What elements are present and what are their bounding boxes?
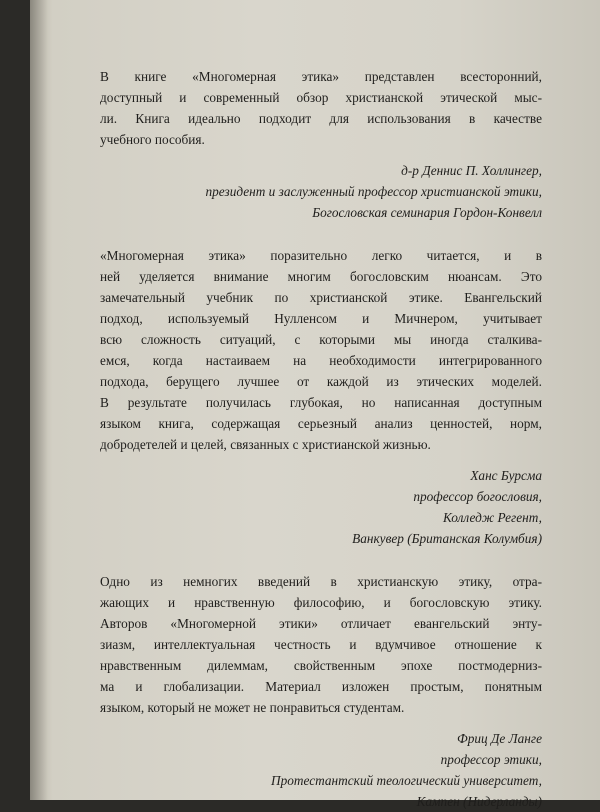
blurb-3-line: ма и глобализации. Материал изложен простым, понятным <box>100 679 542 694</box>
blurb-3-line: Одно из немногих введений в христианскую этику, отра- <box>100 574 542 589</box>
blurb-3-attribution <box>74 728 542 812</box>
blurb-1-attribution <box>74 160 542 223</box>
blurb-2-line: емся, когда настаиваем на необходимости интегрированного <box>100 353 542 368</box>
blurb-2-author-location: Ванкувер (Британская Колумбия) <box>352 531 542 546</box>
blurb-1-author-affiliation: Богословская семинария Гордон-Конвелл <box>312 205 542 220</box>
blurb-2-line: подход, используемый Нулленсом и Мичнером, учитывает <box>100 311 542 326</box>
blurb-2-text <box>74 245 542 455</box>
blurb-2-line: подхода, берущего лучшее от каждой из этических моделей. <box>100 374 542 389</box>
blurb-3-author-title: профессор этики, <box>440 752 542 767</box>
blurb-2-line: добродетелей и целей, связанных с христианской жизнью. <box>100 437 431 452</box>
blurb-1-text <box>74 66 542 150</box>
blurb-3-line: языком, который не может не понравиться студентам. <box>100 700 405 715</box>
blurb-2-author-affiliation: Колледж Регент, <box>442 510 542 525</box>
blurb-1-line: В книге «Многомерная этика» представлен всесторонний, <box>100 69 542 84</box>
blurb-2-line: «Многомерная этика» поразительно легко читается, и в <box>100 248 542 263</box>
blurb-3-author-location: Кампен (Нидерланды) <box>416 794 542 809</box>
blurb-2-line: замечательный учебник по христианской этике. Евангельский <box>100 290 542 305</box>
blurb-1-author-title: президент и заслуженный профессор христианской этики, <box>205 184 542 199</box>
blurb-1-author: д-р Деннис П. Холлингер, <box>401 163 542 178</box>
book-page <box>30 0 600 809</box>
blurb-3-line: нравственным дилеммам, свойственным эпохе постмодерниз- <box>100 658 542 673</box>
blurb-3-line: жающих и нравственную философию, и богословскую этику. <box>100 595 542 610</box>
blurb-2-line: В результате получилась глубокая, но написанная доступным <box>100 395 542 410</box>
blurb-1-line: учебного пособия. <box>100 132 205 147</box>
blurb-2-line: языком книга, содержащая серьезный анализ ценностей, норм, <box>100 416 542 431</box>
page-text <box>74 66 542 812</box>
blurb-2-line: ней уделяется внимание многим богословским нюансам. Это <box>100 269 542 284</box>
blurb-1-line: доступный и современный обзор христианской этической мыс- <box>100 90 542 105</box>
blurb-2-author-title: профессор богословия, <box>413 489 542 504</box>
blurb-3-line: Авторов «Многомерной этики» отличает евангельский энту- <box>100 616 542 631</box>
blurb-2-attribution <box>74 465 542 549</box>
blurb-3-text <box>74 571 542 718</box>
blurb-2-line: всю сложность ситуаций, с которыми мы иногда сталкива- <box>100 332 542 347</box>
blurb-1-line: ли. Книга идеально подходит для использования в качестве <box>100 111 542 126</box>
blurb-3-author: Фриц Де Ланге <box>457 731 542 746</box>
blurb-3-author-affiliation: Протестантский теологический университет, <box>271 773 542 788</box>
blurb-2-author: Ханс Бурсма <box>470 468 542 483</box>
blurb-3-line: зиазм, интеллектуальная честность и вдумчивое отношение к <box>100 637 542 652</box>
